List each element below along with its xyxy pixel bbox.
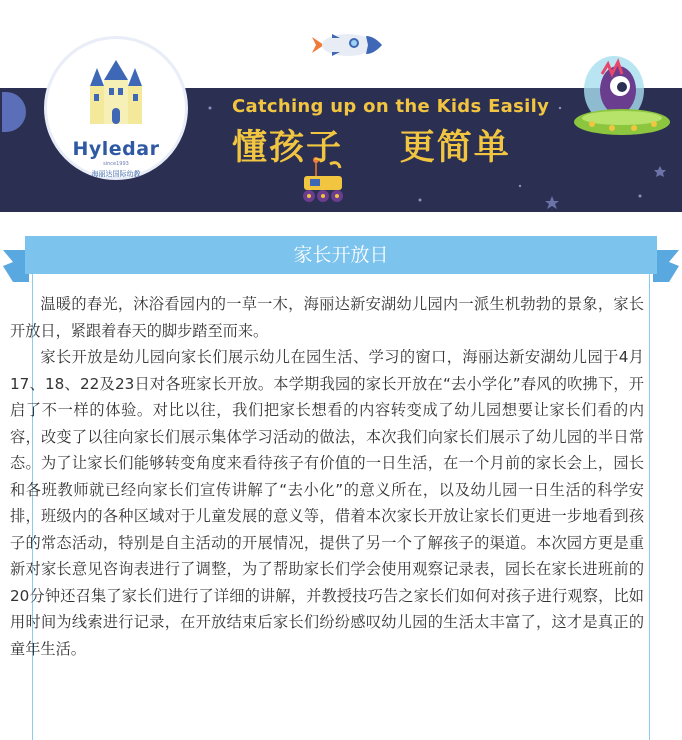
rocket-icon: [310, 28, 382, 62]
article-body: [10, 291, 644, 662]
castle-icon: [84, 60, 148, 126]
logo-chinese-name: 海丽达国际幼教: [91, 170, 141, 178]
section-title-bar: [3, 236, 679, 274]
section-title: 家长开放日: [293, 244, 389, 266]
slogan-english: Catching up on the Kids Easily: [232, 96, 550, 117]
article-paragraph-1: 温暖的春光，沐浴看园内的一草一木，海丽达新安湖幼儿园内一派生机勃勃的景象，家长开放日，紧跟着春天的脚步踏至而来。: [10, 295, 644, 340]
header-banner: [0, 0, 682, 215]
logo-brand-text: Hyledar: [72, 138, 160, 160]
slogan-chinese: 懂孩子 更简单: [232, 128, 511, 168]
article-paragraph-2: 家长开放是幼儿园向家长们展示幼儿在园生活、学习的窗口，海丽达新安湖幼儿园于4月17、18、22及23日对各班家长开放。本学期我园的家长开放在“去小学化”春风的吹拂下，开启了不一样的体验。对比以往，我们把家长想看的内容转变成了幼儿园想要让家长们看的内容，改变了以往向家长们展示集体学习活动的做法，本次我们向家长们展示了幼儿园的半日常态。为了让家长们能够转变角度来看待孩子有价值的一日生活，在一个月前的家长会上，园长和各班教师就已经向家长们宣传讲解了“去小化”的意义所在，以及幼儿园一日生活的科学安排，班级内的各种区域对于儿童发展的意义等，借着本次家长开放让家长们更进一步地看到孩子的常态活动，特别是自主活动的开展情况，提供了另一个了解孩子的渠道。本次园方更是重新对家长意见咨询表进行了调整，为了帮助家长们学会使用观察记录表，园长在家长进班前的20分钟还召集了家长们进行了详细的讲解，并教授技巧告之家长们如何对孩子进行观察，比如用时间为线索进行记录，在开放结束后家长们纷纷感叹幼儿园的生活太丰富了，这才是真正的童年生活。: [10, 348, 644, 658]
logo-since-text: since1993: [103, 161, 129, 167]
alien-ufo-icon: [572, 40, 672, 150]
section-title-box: [25, 236, 657, 274]
